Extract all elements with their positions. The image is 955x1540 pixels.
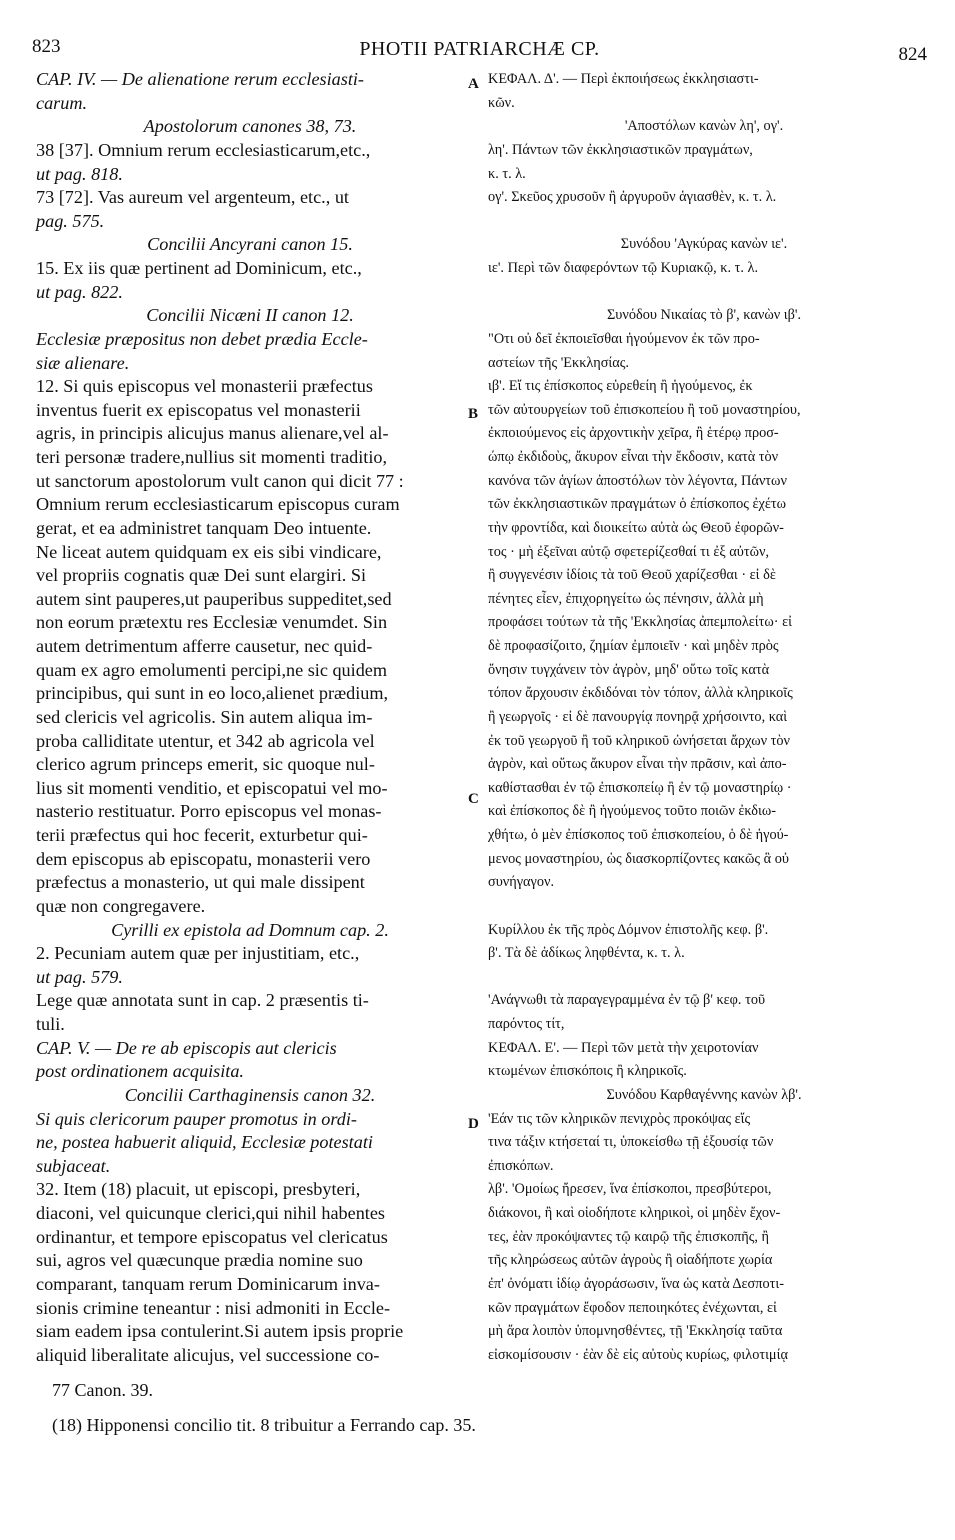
- latin-line: pag. 575.: [36, 210, 105, 231]
- greek-line: ἐκ τοῦ γεωργοῦ ἢ τοῦ κληρικοῦ ὠνήσεται ἄρχων τὸν: [488, 732, 791, 749]
- greek-line: ὄνησιν τυγχάνειν τὸν ἀγρὸν, μηδ' οὕτω τοῖς κατὰ: [488, 661, 770, 678]
- latin-line: siæ alienare.: [36, 352, 130, 373]
- greek-column: [488, 68, 920, 1367]
- greek-line: κ. τ. λ.: [488, 165, 526, 182]
- latin-line: Apostolorum canones 38, 73.: [143, 116, 357, 137]
- latin-line: agris, in principis alicujus manus alienare,vel al-: [36, 423, 389, 444]
- greek-line: προφάσει τούτων τὰ τῆς 'Εκκλησίας ἀπεμπολείτω· εἰ: [488, 614, 792, 631]
- latin-line: ut sanctorum apostolorum vult canon qui dicit 77 :: [36, 470, 404, 491]
- latin-line: quam ex agro emolumenti percipi,ne sic quidem: [36, 659, 388, 680]
- latin-line: quæ non congregavere.: [36, 895, 206, 916]
- latin-line: 32. Item (18) placuit, ut episcopi, presbyteri,: [36, 1179, 361, 1200]
- greek-line: ΚΕΦΑΛ. Δ'. — Περὶ ἐκποιήσεως ἐκκλησιαστι-: [488, 71, 759, 87]
- greek-line: τῆς κληρώσεως αὐτῶν ἀγροὺς ἢ οἱαδήποτε χωρία: [488, 1252, 773, 1269]
- latin-line: principibus, qui sunt in eo loco,alienet prædium,: [36, 683, 389, 704]
- greek-line: 'Εάν τις τῶν κληρικῶν πενιχρὸς προκόψας εἴς: [488, 1110, 751, 1127]
- latin-line: Omnium rerum ecclesiasticarum episcopus curam: [36, 494, 400, 515]
- greek-line: ΚΕΦΑΛ. Ε'. — Περὶ τῶν μετὰ τὴν χειροτονίαν: [488, 1039, 759, 1056]
- latin-line: sionis crimine teneantur : nisi admoniti in Eccle-: [36, 1297, 391, 1318]
- latin-line: autem detrimentum afferre causetur, nec quid-: [36, 636, 373, 656]
- latin-line: Ne liceat autem quidquam ex eis sibi vindicare,: [36, 541, 382, 562]
- footnote-77: 77 Canon. 39.: [52, 1380, 153, 1400]
- latin-line: aliquid liberalitate alicujus, vel successione co-: [36, 1344, 380, 1365]
- greek-line: διάκονοι, ἢ καὶ οἱοδήποτε κληρικοὶ, οἱ μηδὲν ἔχον-: [488, 1205, 781, 1221]
- latin-line: CAP. V. — De re ab episcopis aut clericis: [36, 1037, 337, 1058]
- latin-line: nasterio restituatur. Porro episcopus vel monas-: [36, 801, 382, 822]
- latin-line: gerat, et ea administret tanquam Deo intuente.: [36, 517, 372, 538]
- greek-line: 'Ανάγνωθι τὰ παραγεγραμμένα ἐν τῷ β' κεφ. τοῦ: [488, 992, 766, 1009]
- greek-line: παρόντος τίτ,: [488, 1016, 565, 1032]
- latin-line: 12. Si quis episcopus vel monasterii præfectus: [36, 376, 373, 397]
- latin-line: Concilii Carthaginensis canon 32.: [124, 1084, 376, 1105]
- greek-line: κτωμένων ἐπισκόποις ἢ κληρικοῖς.: [488, 1063, 687, 1080]
- greek-line: [488, 966, 920, 990]
- greek-line: 'Αποστόλων κανὼν λη', ογ'.: [624, 118, 784, 135]
- greek-line: [488, 895, 920, 919]
- greek-line: ώπῳ ἐκδιδοὺς, ἄκυρον εἶναι τὴν ἔκδοσιν, κατὰ τὸν: [488, 449, 779, 465]
- latin-line: ut pag. 579.: [36, 966, 123, 987]
- latin-line: autem sint pauperes,ut pauperibus suppeditet,sed: [36, 588, 392, 609]
- greek-line: αστείων τῆς 'Εκκλησίας.: [488, 354, 629, 371]
- greek-line: Συνόδου Νικαίας τὸ β', κανὼν ιβ'.: [606, 307, 802, 324]
- greek-line: κῶν πραγμάτων ἔφοδον πεποιηκότες ἐνέχωνται, εἰ: [488, 1299, 777, 1316]
- latin-line: 15. Ex iis quæ pertinent ad Dominicum, etc.,: [36, 258, 362, 278]
- latin-line: Ecclesiæ præpositus non debet prædia Eccle-: [36, 328, 368, 349]
- latin-line: Concilii Ancyrani canon 15.: [147, 234, 353, 255]
- latin-line: comparant, tanquam rerum Dominicarum inva-: [36, 1273, 380, 1294]
- latin-line: 2. Pecuniam autem quæ per injustitiam, etc.,: [36, 943, 360, 964]
- latin-line: CAP. IV. — De alienatione rerum ecclesiasti-: [36, 69, 364, 89]
- right-page-number: 824: [898, 44, 927, 65]
- latin-line: diaconi, vel quicunque clerici,qui nihil habentes: [36, 1203, 385, 1223]
- greek-line: μενος μοναστηρίου, ὡς διασκορπίζοντες κακῶς ἃ οὐ: [488, 850, 789, 867]
- greek-line: τος · μὴ ἐξεῖναι αὐτῷ σφετερίζεσθαί τι ἐξ αὐτῶν,: [488, 543, 770, 560]
- margin-letter-b: B: [468, 406, 479, 422]
- greek-line: τῶν αὐτουργείων τοῦ ἐπισκοπείου ἢ τοῦ μοναστηρίου,: [488, 401, 801, 418]
- latin-line: tuli.: [36, 1014, 65, 1034]
- greek-line: χθήτω, ὁ μὲν ἐπίσκοπος τοῦ ἐπισκοπείου, ὁ δὲ ἡγού-: [488, 827, 789, 843]
- greek-line: εἰσκομίσουσιν · ἐὰν δὲ εἰς αὐτοὺς κυρίως, φιλοτιμίᾳ: [488, 1346, 788, 1363]
- greek-line: τες, ἐὰν προκόψαντες τῷ καιρῷ τῆς ἐπισκοπῆς, ἢ: [488, 1228, 770, 1245]
- latin-line: 38 [37]. Omnium rerum ecclesiasticarum,etc.,: [36, 139, 371, 160]
- greek-line: β'. Τὰ δὲ ἀδίκως ληφθέντα, κ. τ. λ.: [488, 945, 685, 962]
- latin-line: post ordinationem acquisita.: [36, 1061, 244, 1082]
- greek-line: ἀγρὸν, καὶ οὕτως ἄκυρον εἶναι τὴν πρᾶσιν, καὶ ἀπο-: [488, 756, 787, 773]
- latin-line: siam eadem ipsa contulerint.Si autem ipsis proprie: [36, 1321, 404, 1342]
- latin-line: ne, postea habuerit aliquid, Ecclesiæ potestati: [36, 1132, 373, 1153]
- latin-line: non eorum prætextu res Ecclesiæ venumdet. Sin: [36, 612, 388, 633]
- left-page-number: 823: [32, 36, 61, 57]
- greek-line: λη'. Πάντων τῶν ἐκκλησιαστικῶν πραγμάτων,: [488, 141, 753, 158]
- latin-line: lius sit momenti venditio, et episcopatui vel mo-: [36, 777, 388, 798]
- greek-line: ἢ γεωργοῖς · εἰ δὲ πανουργίᾳ πονηρᾷ χρήσοιντο, καὶ: [488, 708, 788, 725]
- latin-line: terii præfectus qui hoc fecerit, exturbetur qui-: [36, 825, 368, 845]
- latin-line: sed clericis vel agricolis. Sin autem aliqua im-: [36, 706, 373, 727]
- latin-line: Concilii Nicæni II canon 12.: [146, 305, 354, 326]
- greek-line: λβ'. 'Ομοίως ἤρεσεν, ἵνα ἐπίσκοποι, πρεσβύτεροι,: [488, 1181, 772, 1198]
- running-header: [32, 36, 927, 66]
- greek-line: Συνόδου Καρθαγέννης κανὼν λβ'.: [606, 1086, 802, 1103]
- latin-line: præfectus a monasterio, ut qui male dissipent: [36, 872, 365, 893]
- greek-line: Κυρίλλου ἐκ τῆς πρὸς Δόμνον ἐπιστολῆς κεφ. β'.: [488, 921, 769, 938]
- latin-line: 73 [72]. Vas aureum vel argenteum, etc., ut: [36, 187, 349, 208]
- latin-line: dem episcopus ab episcopatu, monasterii vero: [36, 848, 371, 869]
- greek-line: ἐπ' ὀνόματι ἰδίῳ ἀγοράσωσιν, ἵνα ὡς κατὰ Δεσποτι-: [488, 1275, 784, 1292]
- greek-line: ιε'. Περὶ τῶν διαφερόντων τῷ Κυριακῷ, κ. τ. λ.: [488, 260, 759, 276]
- greek-line: ἢ συγγενέσιν ἰδίοις τὰ τοῦ Θεοῦ χαρίζεσθαι · εἰ δὲ: [488, 567, 776, 584]
- margin-letter-d: D: [468, 1116, 479, 1132]
- latin-line: teri personæ tradere,nullius sit momenti traditio,: [36, 447, 388, 467]
- latin-line: proba calliditate utentur, et 342 ab agricola vel: [36, 730, 375, 751]
- margin-letter-c: C: [468, 791, 479, 807]
- greek-line: δὲ προφασίζοιτο, ζημίαν ἐμποιεῖν · καὶ μηδὲν πρὸς: [488, 638, 779, 654]
- latin-column: [36, 68, 464, 1367]
- greek-line: [488, 210, 920, 234]
- latin-line: ut pag. 822.: [36, 281, 123, 302]
- greek-line: καθίστασθαι ἐν τῷ ἐπισκοπείῳ ἢ ἐν τῷ μοναστηρίῳ ·: [488, 779, 792, 796]
- greek-line: τινα τάξιν κτήσεταί τι, ὑποκείσθω τῇ ἐξουσίᾳ τῶν: [488, 1134, 774, 1151]
- greek-line: καὶ ἐπίσκοπος δὲ ἢ ἡγούμενος τοῦτο ποιῶν ἐκδιω-: [488, 803, 777, 820]
- greek-line: ἐκποιούμενος εἰς ἀρχοντικὴν χεῖρα, ἢ ἑτέρῳ προσ-: [488, 425, 779, 442]
- latin-line: subjaceat.: [36, 1155, 111, 1176]
- greek-line: μὴ ἄρα λοιπὸν ὑπομνησθέντες, τῇ 'Εκκλησίᾳ ταῦτα: [488, 1323, 783, 1340]
- latin-line: inventus fuerit ex episcopatus vel monasterii: [36, 399, 361, 420]
- greek-line: τὴν φροντίδα, καὶ διοικείτω αὐτὰ ὡς Θεοῦ ἐφορῶν-: [488, 519, 784, 536]
- greek-line: [488, 281, 920, 305]
- greek-line: συνήγαγον.: [488, 874, 555, 891]
- latin-line: clerico agrum princeps emerit, sic quoque nul-: [36, 754, 375, 775]
- latin-line: ordinantur, et tempore episcopatus vel clericatus: [36, 1226, 388, 1247]
- greek-line: κῶν.: [488, 94, 515, 111]
- running-title: PHOTII PATRIARCHÆ CP.: [359, 38, 600, 60]
- latin-line: sui, agros vel quæcunque prædia nomine suo: [36, 1250, 363, 1271]
- greek-line: Συνόδου 'Αγκύρας κανὼν ιε'.: [620, 236, 788, 253]
- latin-line: vel propriis cognatis quæ Dei sunt elargiri. Si: [36, 565, 367, 586]
- greek-line: ιβ'. Εἴ τις ἐπίσκοπος εὑρεθείη ἢ ἡγούμενος, ἐκ: [488, 378, 753, 395]
- latin-line: Si quis clericorum pauper promotus in ordi-: [36, 1108, 357, 1129]
- greek-line: "Οτι οὐ δεῖ ἐκποιεῖσθαι ἡγούμενον ἐκ τῶν προ-: [488, 330, 760, 347]
- greek-line: ογ'. Σκεῦος χρυσοῦν ἢ ἀργυροῦν ἁγιασθὲν, κ. τ. λ.: [488, 189, 777, 206]
- greek-line: κανόνα τῶν ἁγίων ἀποστόλων τὸν λέγοντα, Πάντων: [488, 472, 787, 489]
- greek-line: τόπον ἄρχουσιν ἐκδιδόναι τὸν τόπον, ἀλλὰ κληρικοῖς: [488, 685, 793, 702]
- footnotes: [52, 1380, 476, 1436]
- footnote-18: (18) Hipponensi concilio tit. 8 tribuitur a Ferrando cap. 35.: [52, 1415, 476, 1435]
- latin-line: Lege quæ annotata sunt in cap. 2 præsentis ti-: [36, 990, 369, 1011]
- greek-line: ἐπισκόπων.: [488, 1157, 554, 1174]
- greek-line: πένητες εἶεν, ἐπιχορηγείτω ὡς πένησιν, ἀλλὰ μὴ: [488, 590, 764, 607]
- margin-letter-a: A: [468, 76, 479, 92]
- latin-line: Cyrilli ex epistola ad Domnum cap. 2.: [111, 919, 389, 940]
- latin-line: ut pag. 818.: [36, 163, 123, 184]
- latin-line: carum.: [36, 92, 88, 113]
- greek-line: τῶν ἐκκλησιαστικῶν πραγμάτων ὁ ἐπίσκοπος ἐχέτω: [488, 496, 787, 513]
